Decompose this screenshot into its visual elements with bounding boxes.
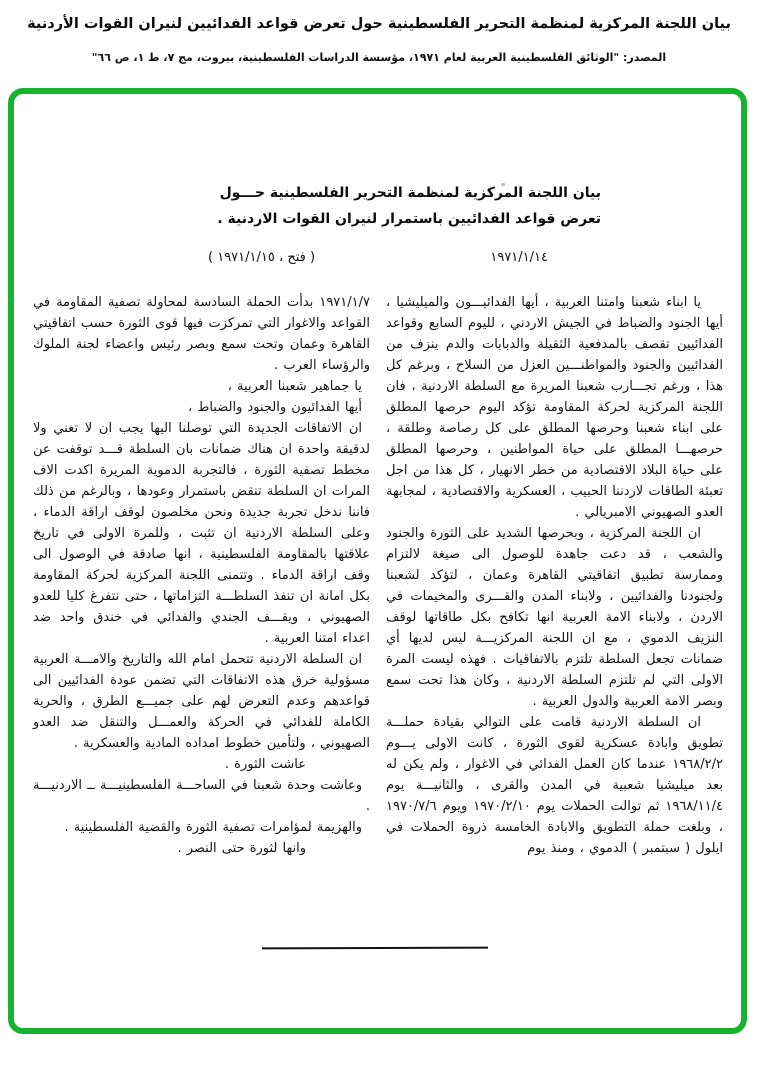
column-right <box>386 292 723 859</box>
document-title <box>181 180 601 232</box>
column-left <box>33 292 370 859</box>
paragraph: يا ابناء شعبنا وامتنا العربية ، أيها الفدائيـــون والميليشيا ، أيها الجنود والضباط في الجيش الاردني ، لليوم السابع وقواعد الفدائيين تقصف بالمدفعية الثقيلة والدبابات والدم ينزف من الفدائيين والجنود والمواطنـــين العزل من السلاح ، وبرغم كل هذا ، ورغم تجـــارب شعبنا المريرة مع السلطة الاردنية ، فان اللجنة المركزية لحركة المقاومة تؤكد اليوم حرصها المطلق على ابناء شعبنا وحرصها المطلق على كل رصاصة وطلقة ، حرصهـــا المطلق على حياة المواطنين ، وحرصها المطلق على حياة البلاد الاقتصادية من خطر الانهيار ، كل هذا من اجل تعبئة الطاقات لاردننا الحبيب ، العسكرية والاقتصادية ، لمجابهة العدو الصهيوني الامبريالي . <box>386 295 723 520</box>
paragraph: ان اللجنة المركزية ، وبحرصها الشديد على الثورة والجنود والشعب ، قد دعت جاهدة للوصول الى صيغة لالتزام وممارسة تطبيق اتفاقيتي القاهرة وعمان ، لتؤكد لشعبنا ولجنودنا والفدائيين ، ولابناء المدن والقـــرى والمخيمات في الاردن ، ولابناء الامة العربية انها تكافح بكل طاقاتها لوقف النزيف الدموي ، مع ان اللجنة المركزيـــة ليس لديها أي ضمانات تجعل السلطة تلتزم بالاتفاقيات . فهذه ليست المرة الاولى التي لم تلتزم السلطة الاردنية ، وكان هذا تحت سمع وبصر الامة العربية والدول العربية . <box>386 526 723 709</box>
paragraph: ١٩٧١/١/٧ بدأت الحملة السادسة لمحاولة تصفية المقاومة في القواعد والاغوار التي تمركزت فيها قوى الثورة حسب اتفاقيتي القاهرة وعمان وتحت سمع وبصر رئيس واعضاء لجنة الملوك والرؤساء العرب . <box>33 295 370 373</box>
page-caption-source: المصدر: "الوثائق الفلسطينية العربية لعام ١٩٧١، مؤسسة الدراسات الفلسطينية، بيروت، مج ٧، ط ١، ص ٦٦" <box>91 51 667 64</box>
paragraph: وعاشت وحدة شعبنا في الساحـــة الفلسطينيـــة ــ الاردنيـــة . <box>33 778 370 814</box>
paragraph: ان السلطة الاردنية قامت على التوالي بقيادة حملـــة تطويق وابادة عسكرية لقوى الثورة ، كانت الاولى يـــوم ١٩٦٨/٢/٢ عندما كان العمل الفدائي في الاغوار ، ولم يكن له بعد ميليشيا شعبية في المدن والقرى ، والثانيـــة يوم ١٩٦٨/١١/٤ ثم توالت الحملات يوم ١٩٧٠/٢/١٠ ويوم ١٩٧٠/٧/٦ ، وبلغت حملة التطويق والابادة الخامسة ذروة الحملات في ايلول ( سبتمبر ) الدموي ، ومنذ يوم <box>386 715 723 856</box>
paragraph: عاشت الثورة . <box>224 757 306 772</box>
paragraph: ان السلطة الاردنية تتحمل امام الله والتاريخ والامـــة العربية مسؤولية خرق هذه الاتفاقات التي تضمن عودة الفدائيين الى قواعدهم وعدم التعرض لهم على جميـــع الطرق ، والحرية الكاملة للفدائي في الحركة والعمـــل والتنقل ضد العدو الصهيوني ، ولتأمين خطوط امداده المادية والعسكرية . <box>33 652 370 751</box>
document-title-line: تعرض قواعد الفدائيين باستمرار لنيران القوات الاردنية . <box>217 211 601 227</box>
document-date: ١٩٧١/١/١٤ <box>490 250 548 265</box>
paragraph: وانها لثورة حتى النصر . <box>177 841 306 856</box>
document-date-attribution: ( فتح ، ١٩٧١/١/١٥ ) <box>208 250 316 265</box>
paragraph: أيها الفدائيون والجنود والضباط ، <box>188 400 362 415</box>
document-body <box>33 292 723 859</box>
paragraph: يا جماهير شعبنا العربية ، <box>227 379 362 394</box>
document-title-line: بيان اللجنة المركزية لمنظمة التحرير الفلسطينية حـــول <box>219 185 601 201</box>
scan-speck <box>13 299 15 301</box>
page-caption-title: بيان اللجنة المركزية لمنظمة التحرير الفلسطينية حول تعرض قواعد الفدائيين لنيران القوات الأردنية <box>27 16 731 32</box>
document-dateline <box>14 250 741 270</box>
paragraph: والهزيمة لمؤامرات تصفية الثورة والقضية الفلسطينية . <box>64 820 362 835</box>
scan-frame <box>8 88 747 1034</box>
paragraph: ان الاتفاقات الجديدة التي توصلنا اليها يجب ان لا تعني ولا لدقيقة واحدة ان هناك ضمانات بان السلطة قـــد توقفت عن مخطط تصفية الثورة ، فالتجربة الدموية المريرة اكدت الاف المرات ان السلطة تنقض باستمرار وعودها ، وبالرغم من ذلك فاننا ندخل تجربة جديدة ونحن مخلصون لوقف اراقة الدماء ، وعلى السلطة الاردنية ان تثبت ، وللمرة الاولى في تاريخ علاقتها بالمقاومة الفلسطينية ، انها صادقة في الوصول الى وقف اراقة الدماء . وتتمنى اللجنة المركزية لحركة المقاومة بكل امانة ان تنفذ السلطـــة التزاماتها ، حتى نتفرغ كليا للعدو الصهيوني ، ويقـــف الجندي والفدائي في خندق واحد ضد اعداء امتنا العربية . <box>33 421 370 646</box>
footer-rule <box>262 947 488 950</box>
